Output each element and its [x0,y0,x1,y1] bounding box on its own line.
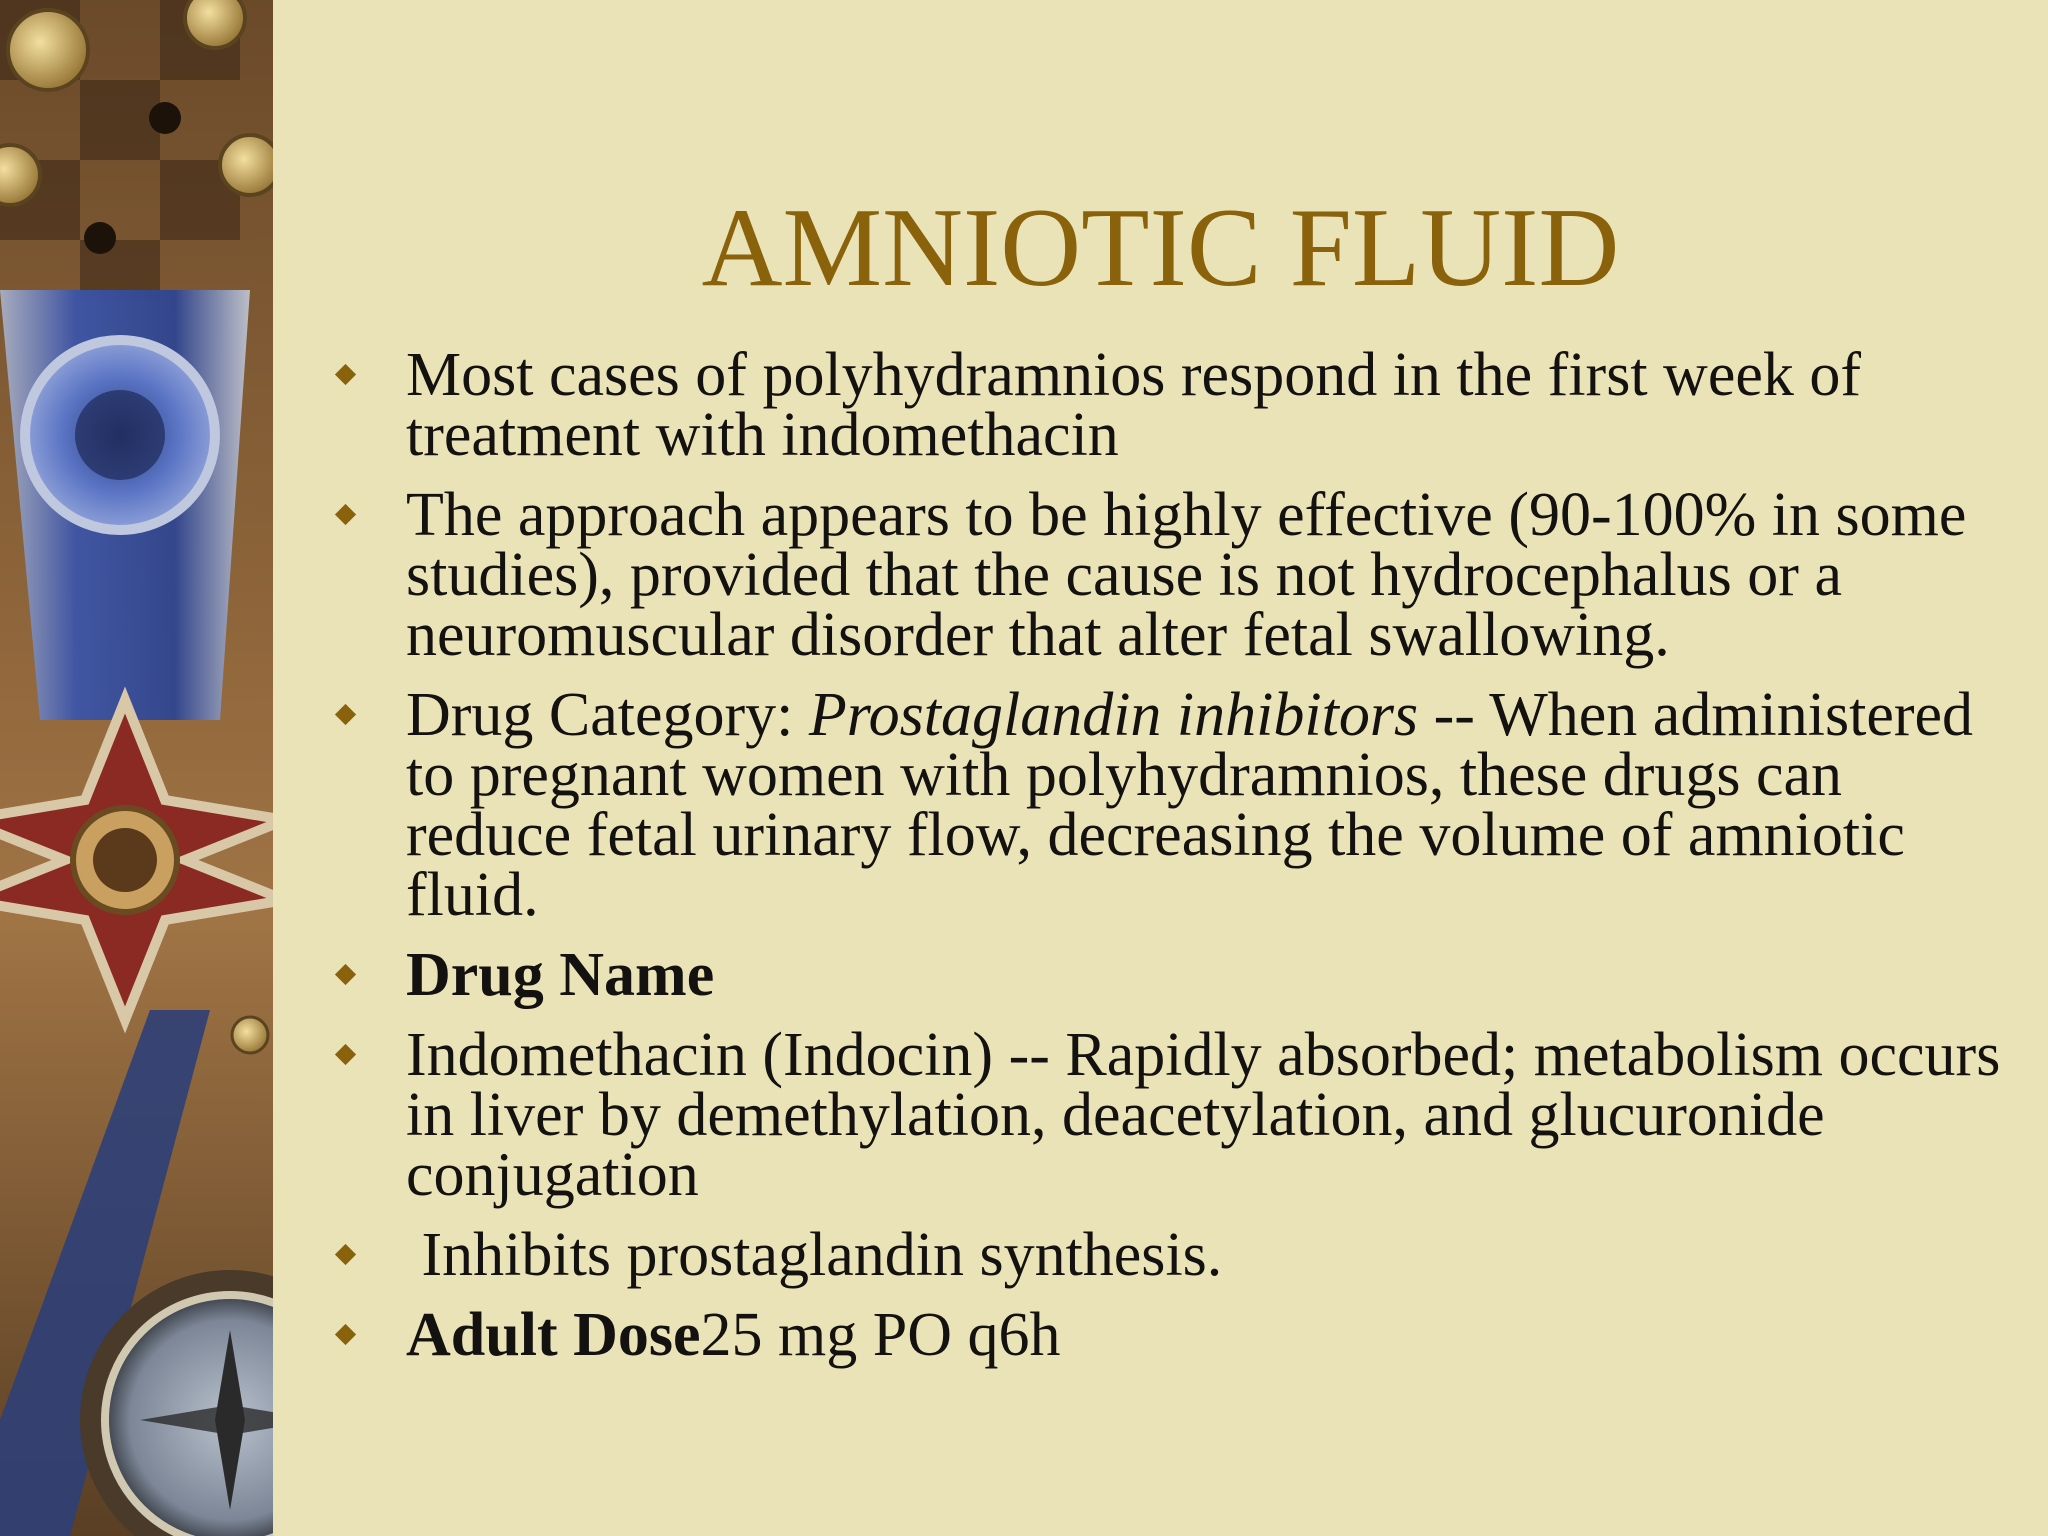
decorative-side-image [0,0,273,1536]
bullet-text-prefix: Drug Category: [406,681,809,749]
bullet-label: Adult Dose [406,1301,701,1369]
diamond-bullet-icon [335,364,356,385]
bullet-item [320,1021,2020,1209]
bullet-heading: Drug Name [406,941,715,1009]
bullet-text: The approach appears to be highly effective (90-100% in some studies), provided that the cause is not hydrocephalus or a neuromuscular disorder that alter fetal swallowing. [406,481,1967,669]
bullet-value: 25 mg PO q6h [700,1301,1061,1369]
diamond-bullet-icon [335,704,356,725]
slide-title: AMNIOTIC FLUID [701,186,1620,310]
diamond-bullet-icon [335,1044,356,1065]
bullet-text: Indomethacin (Indocin) -- Rapidly absorbed; metabolism occurs in liver by demethylation, deacetylation, and glucuronide conjugation [406,1021,2001,1209]
bullet-item [320,1301,2020,1369]
bullet-item [320,681,2020,929]
bullet-item [320,481,2020,669]
diamond-bullet-icon [335,964,356,985]
bullet-item [320,341,2020,469]
bullet-item [320,941,2020,1009]
bullet-list [320,333,2020,1369]
bullet-text-suffix: -- When administered to pregnant women with polyhydramnios, these drugs can reduce fetal urinary flow, decreasing the volume of amniotic fluid. [406,681,1974,929]
bullet-text-emphasis: Prostaglandin inhibitors [808,681,1419,749]
bullet-item [320,1221,2020,1289]
bullet-text: Most cases of polyhydramnios respond in the first week of treatment with indomethacin [406,341,1862,469]
diamond-bullet-icon [335,1324,356,1345]
diamond-bullet-icon [335,1244,356,1265]
bullet-text: Inhibits prostaglandin synthesis. [406,1221,1223,1289]
diamond-bullet-icon [335,504,356,525]
